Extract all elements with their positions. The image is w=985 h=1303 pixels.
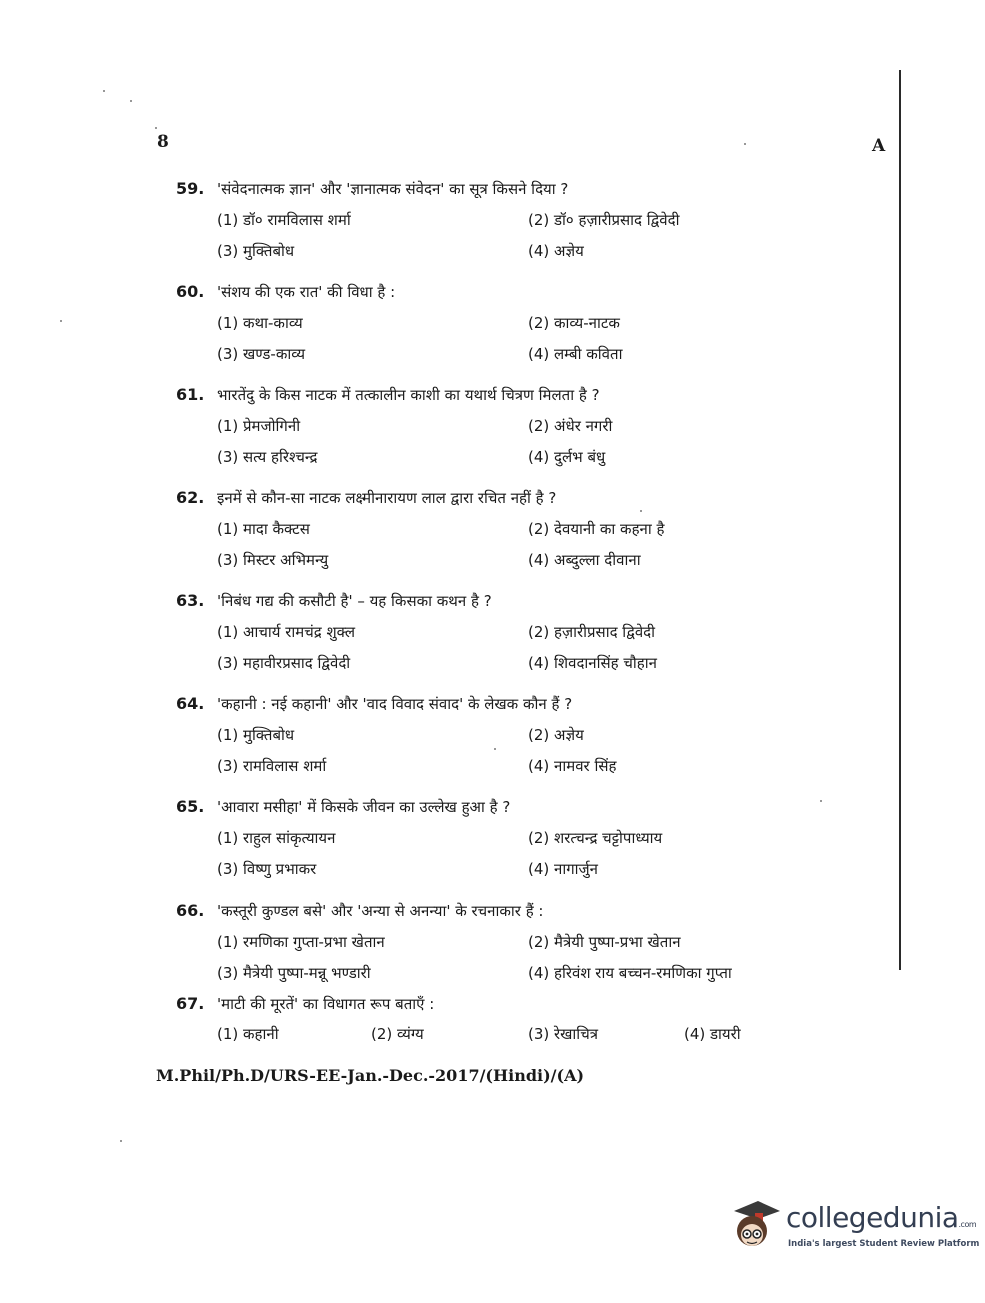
question-number: 61. xyxy=(176,385,205,404)
option-3: (3) रेखाचित्र xyxy=(528,1025,598,1043)
option-4: (4) नागार्जुन xyxy=(528,860,599,878)
page-margin-line xyxy=(899,70,901,970)
option-3: (3) मुक्तिबोध xyxy=(217,242,295,260)
option-1: (1) कथा-काव्य xyxy=(217,314,303,332)
question-63 xyxy=(176,591,796,686)
option-3: (3) मिस्टर अभिमन्यु xyxy=(217,551,329,569)
option-4: (4) लम्बी कविता xyxy=(528,345,623,363)
option-1: (1) कहानी xyxy=(217,1025,279,1043)
question-number: 62. xyxy=(176,488,205,507)
question-set-letter: A xyxy=(872,136,886,156)
question-text: 'कहानी : नई कहानी' और 'वाद विवाद संवाद' के लेखक कौन हैं ? xyxy=(217,695,573,713)
option-1: (1) डॉ० रामविलास शर्मा xyxy=(217,211,351,229)
option-2: (2) देवयानी का कहना है xyxy=(528,520,665,538)
option-1: (1) राहुल सांकृत्यायन xyxy=(217,829,336,847)
option-2: (2) मैत्रेयी पुष्पा-प्रभा खेतान xyxy=(528,933,681,951)
question-text: 'कस्तूरी कुण्डल बसे' और 'अन्या से अनन्या' के रचनाकार हैं : xyxy=(217,902,544,920)
option-1: (1) प्रेमजोगिनी xyxy=(217,417,301,435)
question-text: 'संवेदनात्मक ज्ञान' और 'ज्ञानात्मक संवेदन' का सूत्र किसने दिया ? xyxy=(217,180,569,198)
question-text: भारतेंदु के किस नाटक में तत्कालीन काशी का यथार्थ चित्रण मिलता है ? xyxy=(217,386,600,404)
question-64 xyxy=(176,694,796,789)
collegedunia-logo xyxy=(728,1195,980,1265)
question-number: 60. xyxy=(176,282,205,301)
question-number: 65. xyxy=(176,797,205,816)
option-4: (4) हरिवंश राय बच्चन-रमणिका गुप्ता xyxy=(528,964,732,982)
option-3: (3) महावीरप्रसाद द्विवेदी xyxy=(217,654,351,672)
option-4: (4) अब्दुल्ला दीवाना xyxy=(528,551,641,569)
logo-tagline: India's largest Student Review Platform xyxy=(788,1239,980,1249)
option-3: (3) मैत्रेयी पुष्पा-मन्नू भण्डारी xyxy=(217,964,371,982)
logo-name-text: collegedunia xyxy=(786,1201,959,1234)
question-number: 59. xyxy=(176,179,205,198)
option-3: (3) विष्णु प्रभाकर xyxy=(217,860,317,878)
question-text: 'माटी की मूरतें' का विधागत रूप बताएँ : xyxy=(217,995,435,1013)
option-3: (3) रामविलास शर्मा xyxy=(217,757,327,775)
option-1: (1) मुक्तिबोध xyxy=(217,726,295,744)
option-2: (2) अंधेर नगरी xyxy=(528,417,613,435)
question-number: 66. xyxy=(176,901,205,920)
option-4: (4) डायरी xyxy=(684,1025,741,1043)
option-2: (2) अज्ञेय xyxy=(528,726,584,744)
mascot-icon xyxy=(728,1197,782,1251)
question-text: 'आवारा मसीहा' में किसके जीवन का उल्लेख हुआ है ? xyxy=(217,798,511,816)
question-60 xyxy=(176,282,796,377)
option-3: (3) खण्ड-काव्य xyxy=(217,345,306,363)
option-4: (4) दुर्लभ बंधु xyxy=(528,448,606,466)
option-3: (3) सत्य हरिश्चन्द्र xyxy=(217,448,318,466)
question-67 xyxy=(176,994,796,1054)
question-65 xyxy=(176,797,796,892)
option-2: (2) हज़ारीप्रसाद द्विवेदी xyxy=(528,623,656,641)
option-1: (1) रमणिका गुप्ता-प्रभा खेतान xyxy=(217,933,385,951)
question-62 xyxy=(176,488,796,583)
option-1: (1) मादा कैक्टस xyxy=(217,520,310,538)
option-4: (4) शिवदानसिंह चौहान xyxy=(528,654,657,672)
page-number: 8 xyxy=(157,132,169,152)
question-text: 'निबंध गद्य की कसौटी है' – यह किसका कथन है ? xyxy=(217,592,492,610)
question-59 xyxy=(176,179,796,274)
question-text: 'संशय की एक रात' की विधा है : xyxy=(217,283,396,301)
question-66 xyxy=(176,901,796,996)
option-1: (1) आचार्य रामचंद्र शुक्ल xyxy=(217,623,356,641)
question-text: इनमें से कौन-सा नाटक लक्ष्मीनारायण लाल द्वारा रचित नहीं है ? xyxy=(217,489,557,507)
option-2: (2) काव्य-नाटक xyxy=(528,314,620,332)
logo-suffix: .com xyxy=(958,1220,977,1229)
exam-code-footer: M.Phil/Ph.D/URS-EE-Jan.-Dec.-2017/(Hindi)/(A) xyxy=(156,1066,585,1085)
question-number: 64. xyxy=(176,694,205,713)
question-number: 63. xyxy=(176,591,205,610)
option-2: (2) व्यंग्य xyxy=(371,1025,424,1043)
option-4: (4) अज्ञेय xyxy=(528,242,584,260)
option-2: (2) शरत्चन्द्र चट्टोपाध्याय xyxy=(528,829,663,847)
logo-wordmark xyxy=(786,1201,976,1234)
option-2: (2) डॉ० हज़ारीप्रसाद द्विवेदी xyxy=(528,211,680,229)
option-4: (4) नामवर सिंह xyxy=(528,757,617,775)
question-number: 67. xyxy=(176,994,205,1013)
question-61 xyxy=(176,385,796,480)
